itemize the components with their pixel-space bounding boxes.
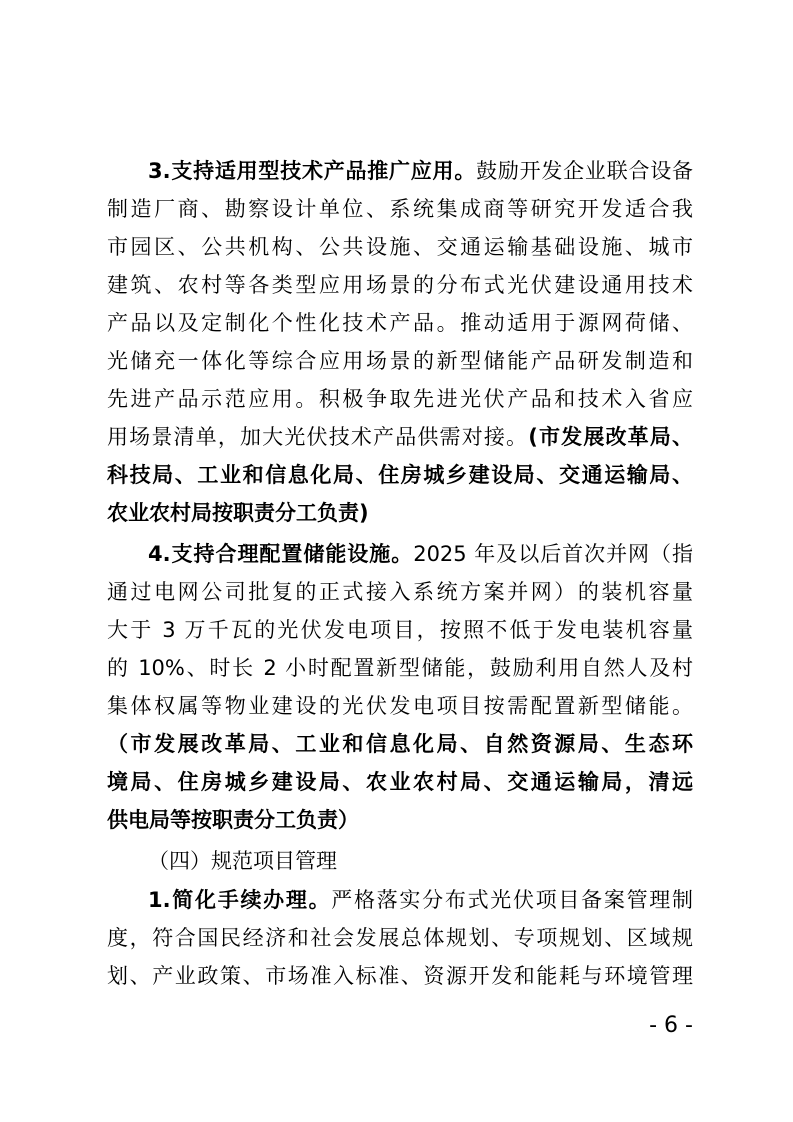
text-line: [107, 957, 693, 995]
responsibility-text: 农业农村局按职责分工负责): [107, 501, 369, 525]
text-run: 的 10%、时长 2 小时配置新型储能，鼓励利用自然人及村: [107, 656, 693, 680]
text-line: [107, 611, 693, 649]
responsibility-text: (市发展改革局、: [528, 425, 693, 449]
text-run: 建筑、农村等各类型应用场景的分布式光伏建设通用技术: [107, 273, 693, 297]
text-run: 集体权属等物业建设的光伏发电项目按需配置新型储能。: [107, 694, 693, 718]
text-line: [107, 725, 693, 763]
responsibility-text: 供电局等按职责分工负责）: [107, 808, 359, 832]
text-run: 2025 年及以后首次并网（指: [413, 542, 693, 566]
text-run: 制造厂商、勘察设计单位、系统集成商等研究开发适合我: [107, 197, 693, 221]
page-number: - 6 -: [649, 1013, 693, 1038]
text-run: （四）规范项目管理: [148, 849, 337, 873]
text-run: 严格落实分布式光伏项目备案管理制: [331, 888, 693, 912]
text-line: [107, 801, 693, 839]
text-run: 先进产品示范应用。积极争取先进光伏产品和技术入省应: [107, 387, 693, 411]
section-heading-text: [148, 842, 337, 880]
text-line: [107, 266, 693, 304]
text-run: 用场景清单，加大光伏技术产品供需对接。: [107, 425, 529, 449]
responsibility-text: 科技局、工业和信息化局、住房城乡建设局、交通运输局、: [107, 463, 693, 487]
text-run: 产品以及定制化个性化技术产品。推动适用于源网荷储、: [107, 311, 693, 335]
responsibility-text: 境局、住房城乡建设局、农业农村局、交通运输局，清远: [107, 770, 693, 794]
text-line: [107, 573, 693, 611]
text-run: 市园区、公共机构、公共设施、交通运输基础设施、城市: [107, 235, 693, 259]
text-line: [107, 456, 693, 494]
text-run: 度，符合国民经济和社会发展总体规划、专项规划、区域规: [107, 926, 693, 950]
text-line: [107, 228, 693, 266]
text-run: 通过电网公司批复的正式接入系统方案并网）的装机容量: [107, 580, 693, 604]
text-line: [107, 649, 693, 687]
item-heading: 3.支持适用型技术产品推广应用。: [148, 159, 477, 183]
text-line: [107, 418, 693, 456]
item-heading: 4.支持合理配置储能设施。: [148, 542, 414, 566]
text-line: [107, 380, 693, 418]
text-run: 鼓励开发企业联合设备: [476, 159, 693, 183]
text-line: [107, 190, 693, 228]
text-line: [107, 494, 693, 532]
item-heading: 1.简化手续办理。: [148, 888, 332, 912]
text-line: [148, 881, 693, 919]
responsibility-text: （市发展改革局、工业和信息化局、自然资源局、生态环: [107, 732, 693, 756]
text-run: 大于 3 万千瓦的光伏发电项目，按照不低于发电装机容量: [107, 618, 693, 642]
text-run: 光储充一体化等综合应用场景的新型储能产品研发制造和: [107, 349, 693, 373]
text-line: [148, 535, 693, 573]
text-line: [107, 304, 693, 342]
text-line: [107, 342, 693, 380]
text-line: [148, 152, 693, 190]
text-run: 划、产业政策、市场准入标准、资源开发和能耗与环境管理: [107, 964, 693, 988]
text-line: [107, 919, 693, 957]
text-line: [107, 763, 693, 801]
text-line: [107, 687, 693, 725]
